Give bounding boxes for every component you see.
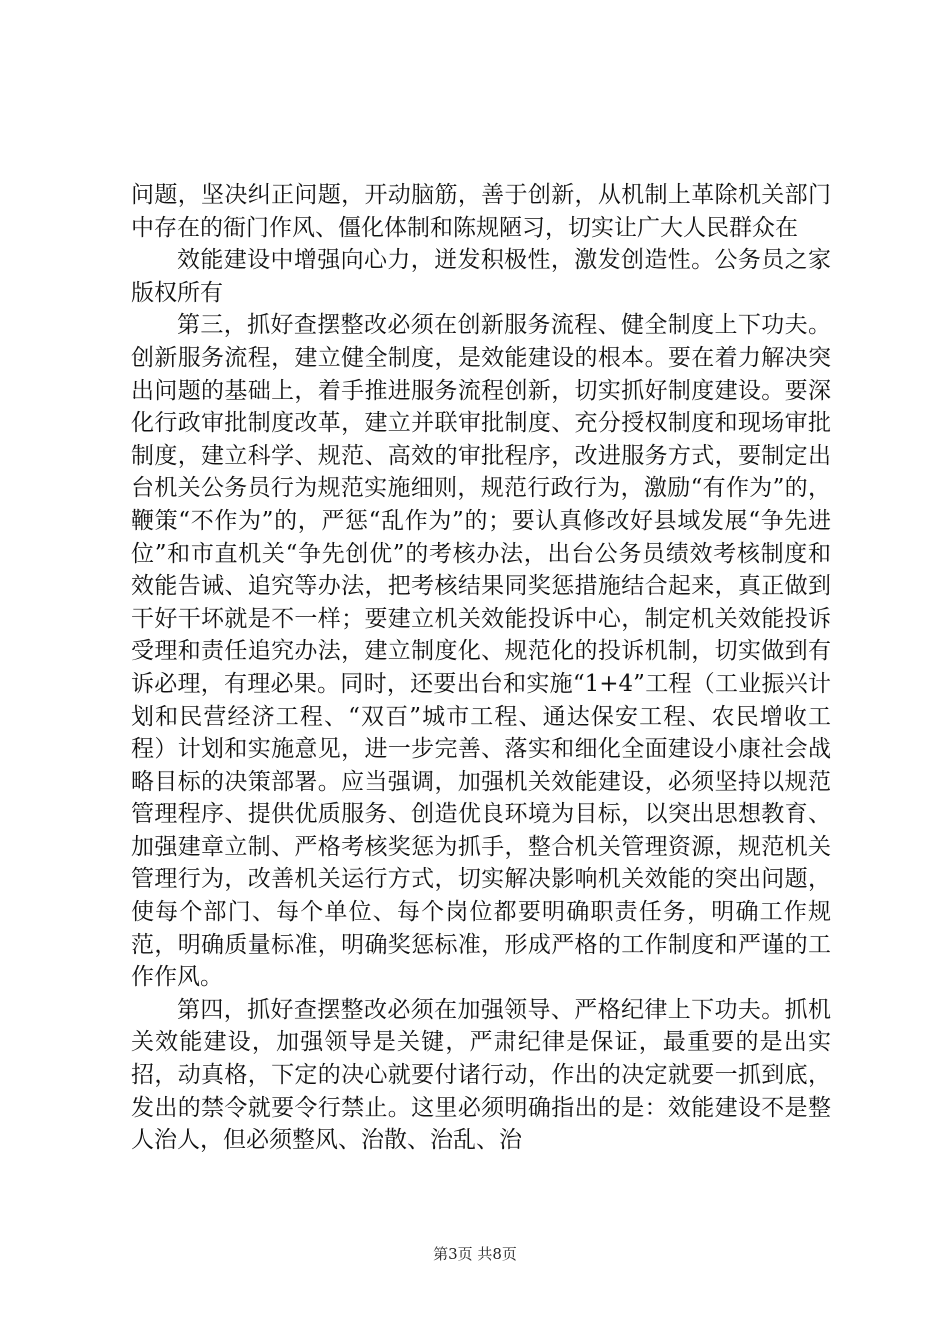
page-footer: 第3页 共8页 xyxy=(433,1245,517,1263)
paragraph-4: 第四，抓好查摆整改必须在加强领导、严格纪律上下功夫。抓机关效能建设，加强领导是关键，严肃纪律是保证，最重要的是出实招，动真格，下定的决心就要付诸行动，作出的决定就要一抓到底，发出的禁令就要令行禁止。这里必须明确指出的是：效能建设不是整人治人，但必须整风、治散、治乱、治 xyxy=(131,996,831,1154)
document-body xyxy=(131,179,831,1157)
paragraph-3: 第三，抓好查摆整改必须在创新服务流程、健全制度上下功夫。创新服务流程，建立健全制度，是效能建设的根本。要在着力解决突出问题的基础上，着手推进服务流程创新，切实抓好制度建设。要深化行政审批制度改革，建立并联审批制度、充分授权制度和现场审批制度，建立科学、规范、高效的审批程序，改进服务方式，要制定出台机关公务员行为规范实施细则，规范行政行为，激励“有作为”的，鞭策“不作为”的，严惩“乱作为”的；要认真修改好县域发展“争先进位”和市直机关“争先创优”的考核办法，出台公务员绩效考核制度和效能告诫、追究等办法，把考核结果同奖惩措施结合起来，真正做到干好干坏就是不一样；要建立机关效能投诉中心，制定机关效能投诉受理和责任追究办法，建立制度化、规范化的投诉机制，切实做到有诉必理，有理必果。同时，还要出台和实施“1+4”工程（工业振兴计划和民营经济工程、“双百”城市工程、通达保安工程、农民增收工程）计划和实施意见，进一步完善、落实和细化全面建设小康社会战略目标的决策部署。应当强调，加强机关效能建设，必须坚持以规范管理程序、提供优质服务、创造优良环境为目标，以突出思想教育、加强建章立制、严格考核奖惩为抓手，整合机关管理资源，规范机关管理行为，改善机关运行方式，切实解决影响机关效能的突出问题，使每个部门、每个单位、每个岗位都要明确职责任务，明确工作规范，明确质量标准，明确奖惩标准，形成严格的工作制度和严谨的工作作风。 xyxy=(131,312,831,991)
paragraph-1: 问题，坚决纠正问题，开动脑筋，善于创新，从机制上革除机关部门中存在的衙门作风、僵化体制和陈规陋习，切实让广大人民群众在 xyxy=(131,182,831,241)
paragraph-2: 效能建设中增强向心力，迸发积极性，激发创造性。公务员之家版权所有 xyxy=(131,247,831,306)
